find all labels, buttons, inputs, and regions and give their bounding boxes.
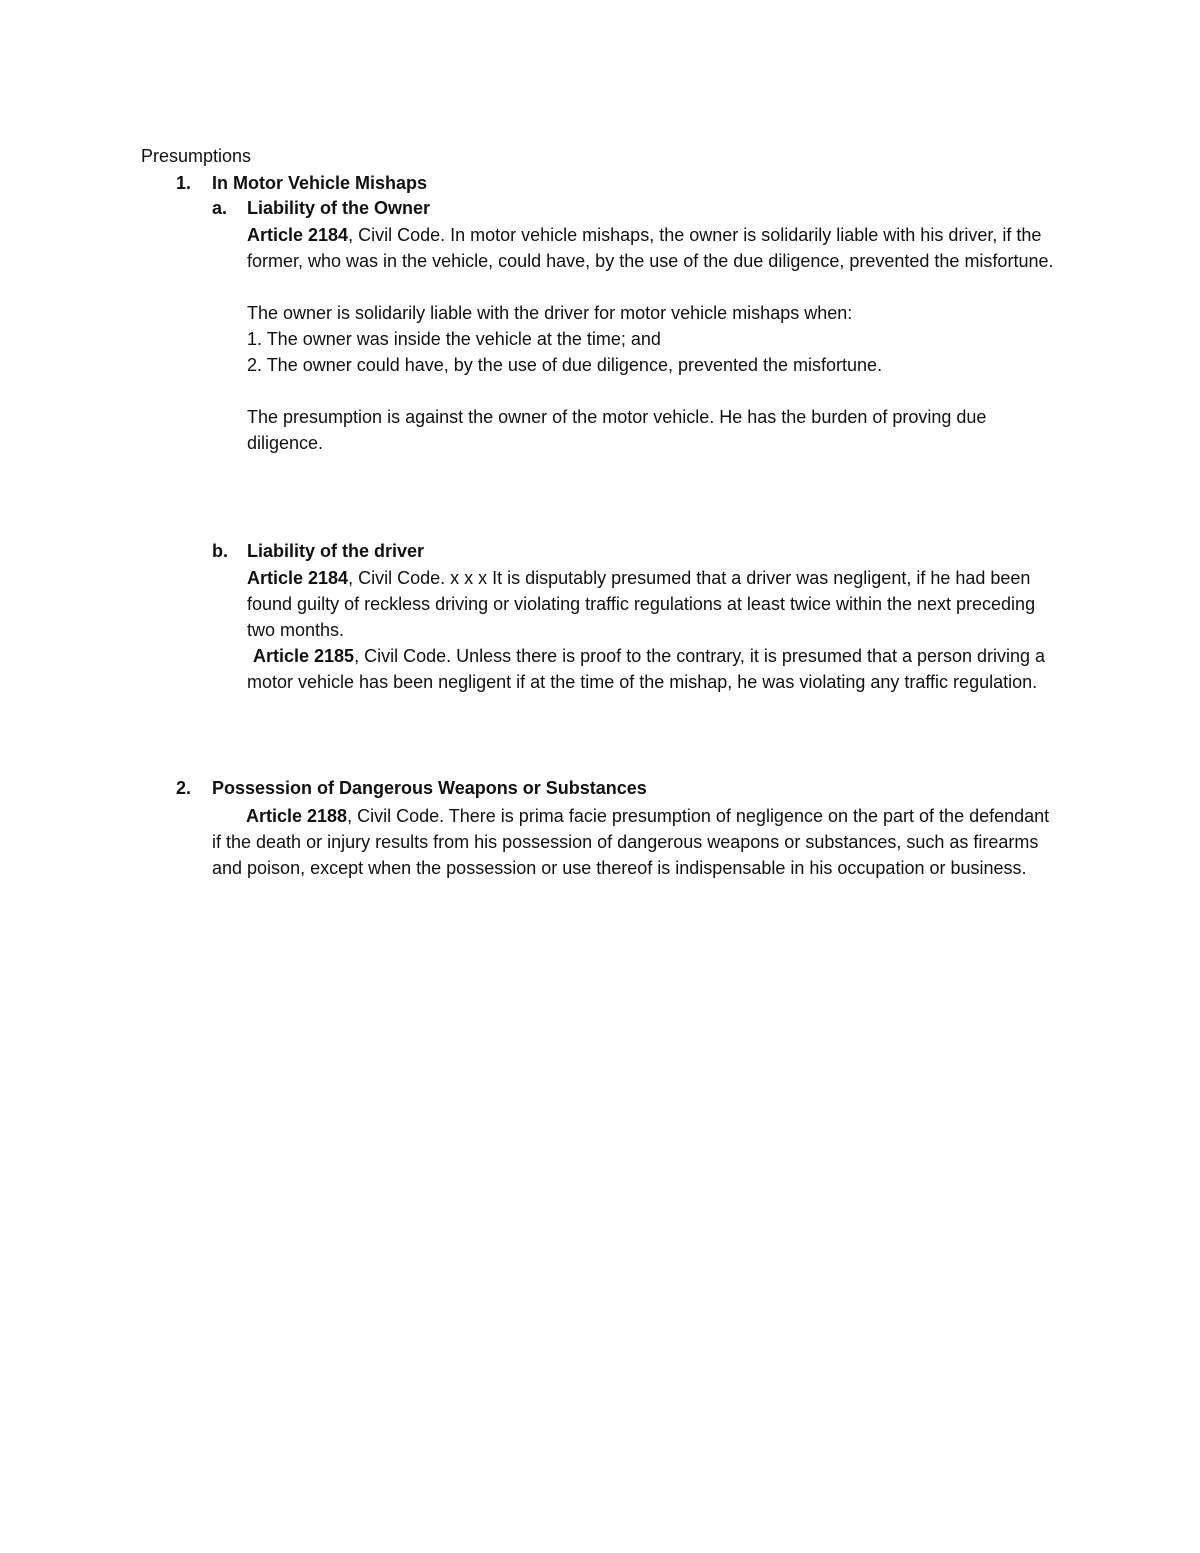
subsection-b-letter: b. <box>212 541 228 561</box>
section-2-heading: Possession of Dangerous Weapons or Substances <box>212 778 647 798</box>
subsection-a-body <box>247 222 1067 456</box>
section-1-number: 1. <box>176 173 192 193</box>
article-ref: Article 2184 <box>247 225 349 245</box>
subsection-b-heading: Liability of the driver <box>247 541 425 561</box>
condition-2: 2. The owner could have, by the use of due diligence, prevented the misfortune. <box>247 355 883 375</box>
article-2184-driver-paragraph <box>247 565 1067 643</box>
subsection-a-heading: Liability of the Owner <box>247 198 431 218</box>
section-1-heading: In Motor Vehicle Mishaps <box>212 173 428 193</box>
article-ref: Article 2185 <box>253 646 355 666</box>
subsection-a-letter: a. <box>212 198 228 218</box>
condition-1: 1. The owner was inside the vehicle at the time; and <box>247 329 661 349</box>
conditions-intro: The owner is solidarily liable with the driver for motor vehicle mishaps when: <box>247 303 853 323</box>
article-text: , Civil Code. There is prima facie presumption of negligence on the part of the defendant if the death or injury results from his possession of dangerous weapons or substances, such as firearms and poison, except when the possession or use thereof is indispensable in his occupation or business. <box>212 806 1050 878</box>
article-text: , Civil Code. x x x It is disputably presumed that a driver was negligent, if he had been found guilty of reckless driving or violating traffic regulations at least twice within the next preceding two months. <box>247 568 1036 640</box>
article-text: , Civil Code. Unless there is proof to the contrary, it is presumed that a person driving a motor vehicle has been negligent if at the time of the mishap, he was violating any traffic regulation. <box>247 646 1046 692</box>
document-title: Presumptions <box>141 146 252 166</box>
article-ref: Article 2188 <box>246 806 348 826</box>
section-2-number: 2. <box>176 778 192 798</box>
article-2185-paragraph <box>247 643 1067 695</box>
section-2-body <box>212 803 1062 881</box>
subsection-b-body <box>247 565 1067 695</box>
article-text: , Civil Code. In motor vehicle mishaps, the owner is solidarily liable with his driver, if the former, who was in the vehicle, could have, by the use of the due diligence, prevented the misfortune. <box>247 225 1054 271</box>
article-2184-owner-paragraph <box>247 222 1067 274</box>
presumption-note: The presumption is against the owner of the motor vehicle. He has the burden of proving due diligence. <box>247 407 987 453</box>
article-ref: Article 2184 <box>247 568 349 588</box>
article-2188-paragraph <box>212 803 1062 881</box>
